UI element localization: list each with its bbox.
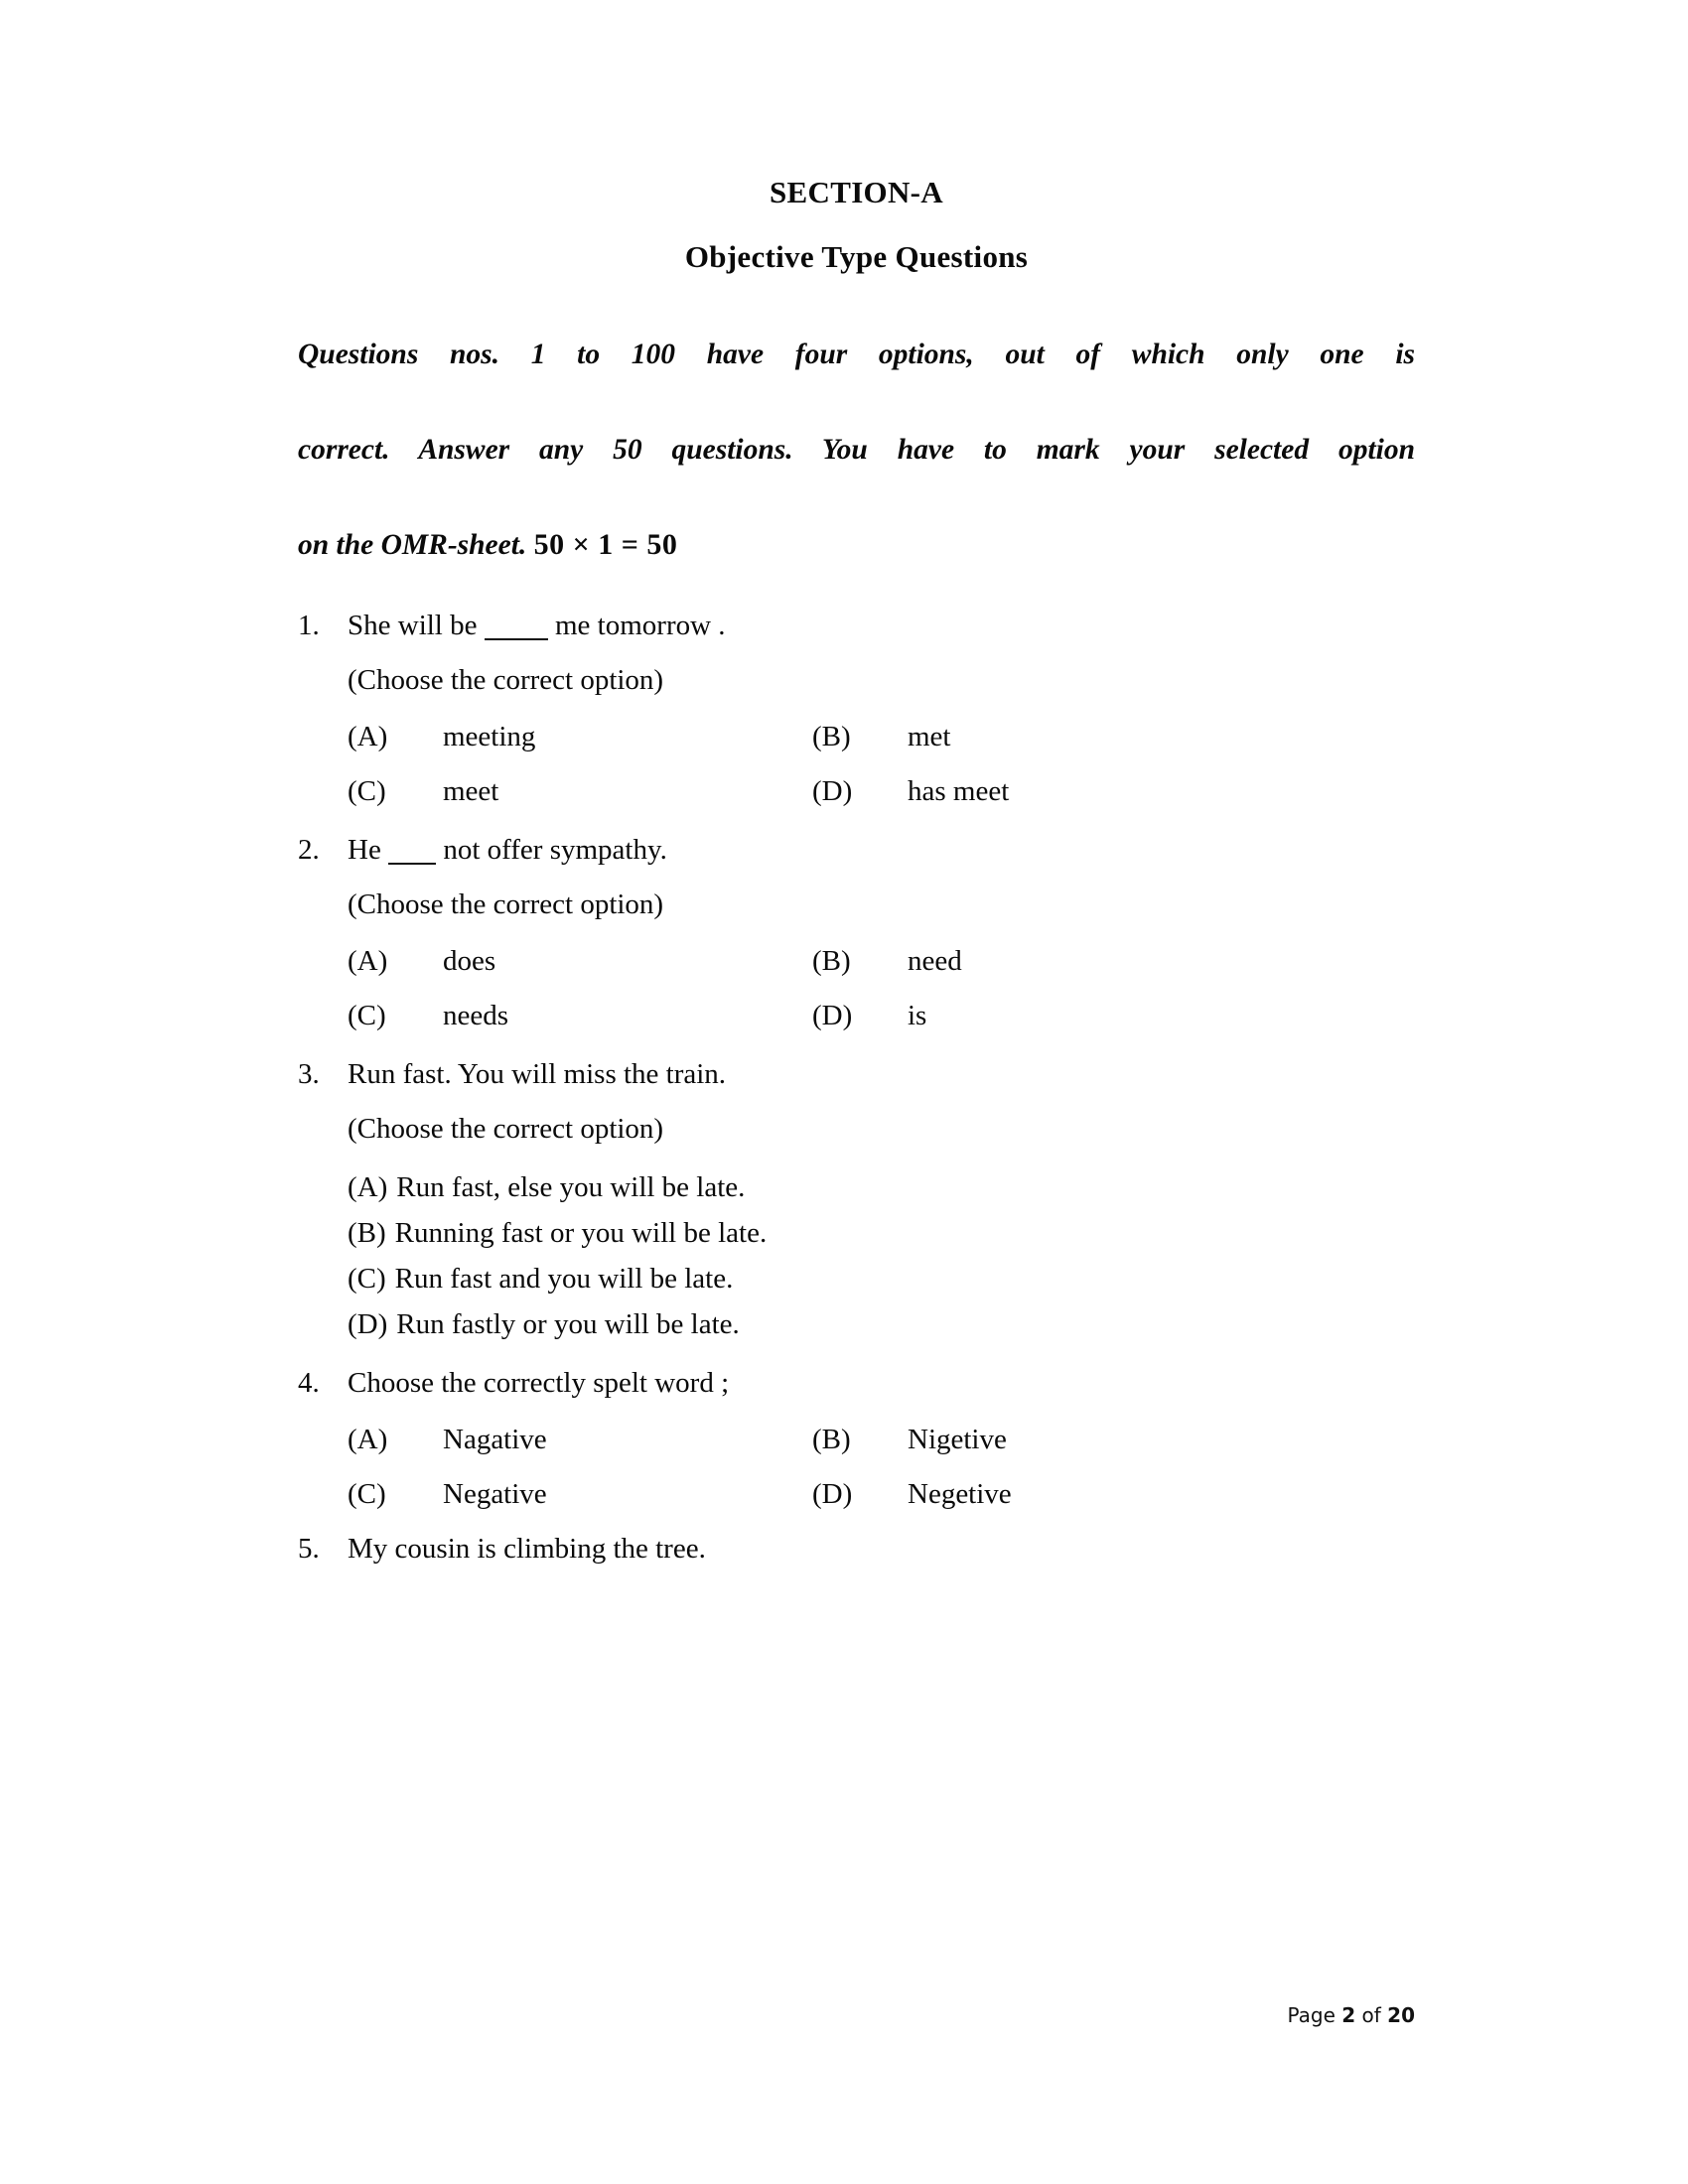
option-label-4a: (A)	[348, 1423, 388, 1455]
option-row	[348, 1423, 1415, 1455]
question-stem-2	[298, 833, 1415, 866]
answer-blank-1	[485, 638, 548, 640]
option-text-1b: met	[908, 720, 951, 752]
option-item-1d[interactable]	[812, 774, 1415, 807]
option-item-2d[interactable]	[812, 999, 1415, 1031]
question-text-1-before: She will be	[348, 609, 485, 641]
question-stem-5	[298, 1532, 1415, 1565]
question-text-2-after: not offer sympathy.	[436, 833, 667, 866]
instruction-line-3-row	[298, 521, 1415, 570]
instruction-line-3: on the OMR-sheet.	[298, 529, 527, 562]
option-text-3b: Running fast or you will be late.	[394, 1216, 768, 1249]
option-label-1b: (B)	[812, 720, 851, 752]
option-label-3d: (D)	[348, 1307, 388, 1340]
question-text-1-after: me tomorrow .	[547, 609, 726, 641]
option-row	[348, 999, 1415, 1031]
option-label-1a: (A)	[348, 720, 388, 752]
footer-page-number: 2	[1341, 2003, 1356, 2027]
question-item-1	[298, 609, 1415, 807]
options-list-3	[348, 1170, 1415, 1340]
question-hint-2: (Choose the correct option)	[348, 887, 664, 920]
question-text-3: Run fast. You will miss the train.	[348, 1057, 727, 1090]
question-hint-3: (Choose the correct option)	[348, 1112, 664, 1145]
questions-list	[298, 609, 1415, 1565]
option-label-3a: (A)	[348, 1170, 388, 1203]
headings-block	[298, 0, 1415, 272]
footer-middle: of	[1361, 2003, 1381, 2027]
option-item-1b[interactable]	[812, 720, 1415, 752]
option-text-2c: needs	[443, 999, 509, 1031]
option-item-3a[interactable]	[348, 1170, 1415, 1203]
option-item-2c[interactable]	[348, 999, 812, 1031]
question-text-4: Choose the correctly spelt word ;	[348, 1366, 730, 1399]
option-label-4c: (C)	[348, 1477, 386, 1510]
question-item-4	[298, 1366, 1415, 1510]
page-footer	[0, 2003, 1688, 2027]
option-row	[348, 944, 1415, 977]
marks-allocation: 50 × 1 = 50	[533, 528, 678, 562]
question-item-2	[298, 833, 1415, 1031]
option-item-3b[interactable]	[348, 1216, 1415, 1249]
option-text-4c: Negative	[443, 1477, 547, 1510]
option-row	[348, 774, 1415, 807]
question-hint-1: (Choose the correct option)	[348, 663, 664, 696]
option-item-4b[interactable]	[812, 1423, 1415, 1455]
option-row	[348, 720, 1415, 752]
question-number-4: 4.	[298, 1366, 320, 1399]
instruction-line-1: Questions nos. 1 to 100 have four options, out of which only one is	[298, 339, 1415, 370]
option-text-3d: Run fastly or you will be late.	[396, 1307, 740, 1340]
question-text-2	[348, 833, 1415, 866]
option-label-2b: (B)	[812, 944, 851, 977]
question-number-5: 5.	[298, 1532, 320, 1565]
section-heading: SECTION-A	[770, 175, 943, 209]
option-text-4d: Negetive	[908, 1477, 1012, 1510]
option-label-1c: (C)	[348, 774, 386, 807]
option-item-2b[interactable]	[812, 944, 1415, 977]
question-number-3: 3.	[298, 1057, 320, 1090]
question-text-2-before: He	[348, 833, 389, 866]
option-text-4b: Nigetive	[908, 1423, 1007, 1455]
option-label-4b: (B)	[812, 1423, 851, 1455]
option-text-1c: meet	[443, 774, 499, 807]
instruction-line-2: correct. Answer any 50 questions. You have to mark your selected option	[298, 433, 1415, 466]
option-item-3c[interactable]	[348, 1262, 1415, 1295]
question-stem-1	[298, 609, 1415, 641]
option-text-1a: meeting	[443, 720, 536, 752]
options-list-4	[348, 1423, 1415, 1510]
objective-type-subtitle: Objective Type Questions	[684, 239, 1029, 274]
option-text-2d: is	[908, 999, 927, 1031]
option-item-4c[interactable]	[348, 1477, 812, 1510]
option-label-4d: (D)	[812, 1477, 853, 1510]
option-item-1a[interactable]	[348, 720, 812, 752]
question-stem-4	[298, 1366, 1415, 1399]
page-content	[298, 0, 1415, 1564]
option-label-2d: (D)	[812, 999, 853, 1031]
option-text-2b: need	[908, 944, 962, 977]
option-label-2c: (C)	[348, 999, 386, 1031]
option-text-4a: Nagative	[443, 1423, 547, 1455]
question-text-1	[348, 609, 1415, 641]
option-text-2a: does	[443, 944, 496, 977]
question-item-5	[298, 1532, 1415, 1565]
option-item-4d[interactable]	[812, 1477, 1415, 1510]
option-label-3b: (B)	[348, 1216, 386, 1249]
question-text-5: My cousin is climbing the tree.	[348, 1532, 706, 1565]
footer-total-pages: 20	[1387, 2003, 1415, 2027]
option-row	[348, 1477, 1415, 1510]
option-item-1c[interactable]	[348, 774, 812, 807]
footer-prefix: Page	[1287, 2003, 1336, 2027]
question-number-2: 2.	[298, 833, 320, 866]
option-item-3d[interactable]	[348, 1307, 1415, 1340]
question-item-3	[298, 1057, 1415, 1340]
option-label-3c: (C)	[348, 1262, 386, 1295]
option-label-2a: (A)	[348, 944, 388, 977]
question-stem-3	[298, 1057, 1415, 1090]
option-text-1d: has meet	[908, 774, 1010, 807]
options-list-1	[348, 720, 1415, 807]
option-item-4a[interactable]	[348, 1423, 812, 1455]
options-list-2	[348, 944, 1415, 1031]
option-text-3c: Run fast and you will be late.	[394, 1262, 734, 1295]
option-text-3a: Run fast, else you will be late.	[396, 1170, 746, 1203]
answer-blank-2	[388, 863, 436, 865]
instructions-block	[298, 332, 1415, 570]
option-item-2a[interactable]	[348, 944, 812, 977]
question-number-1: 1.	[298, 609, 320, 641]
option-label-1d: (D)	[812, 774, 853, 807]
